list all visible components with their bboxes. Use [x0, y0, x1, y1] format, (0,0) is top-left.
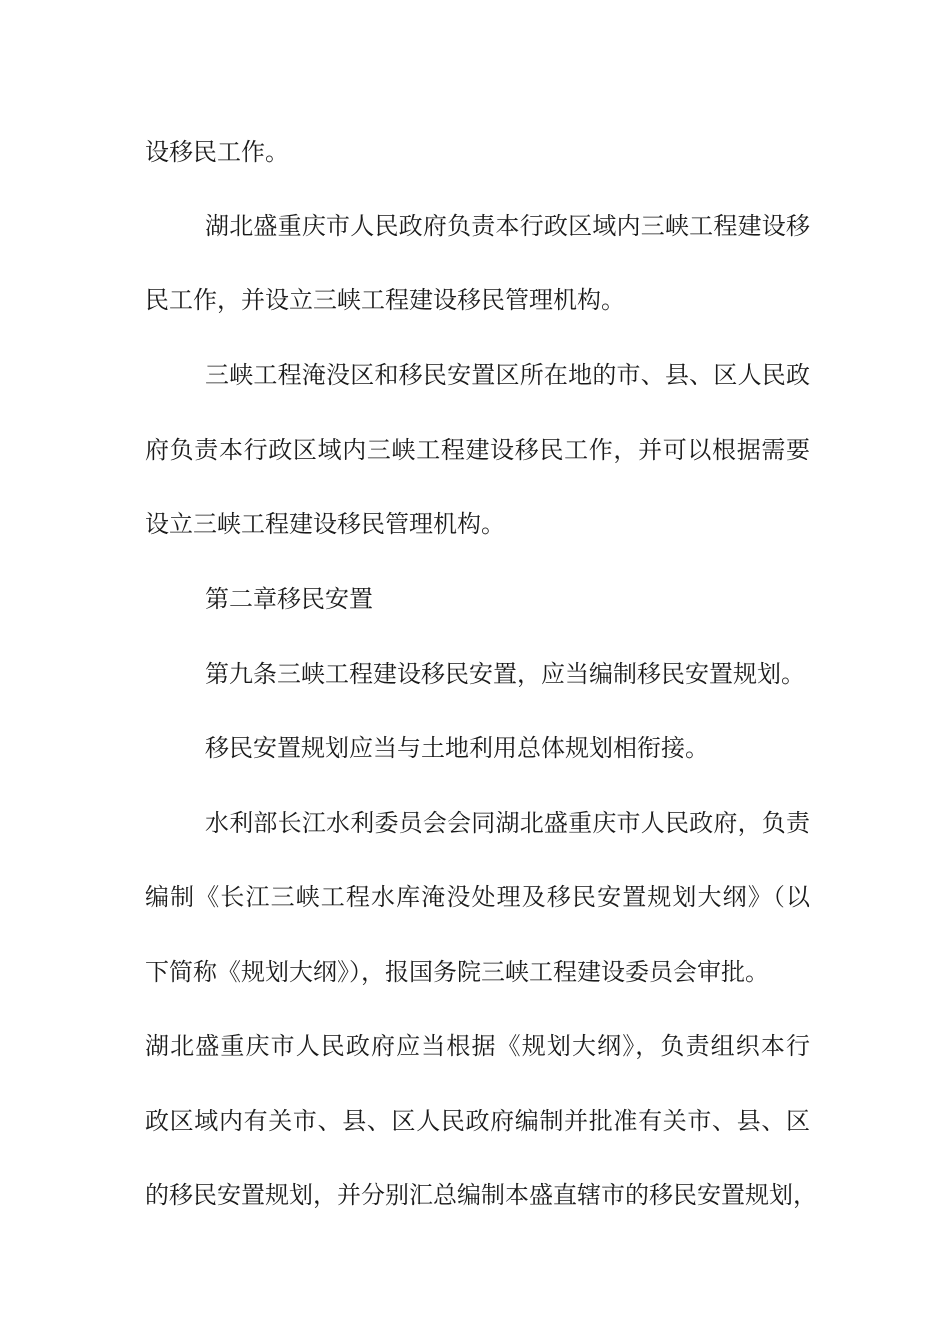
text-line: 水利部长江水利委员会会同湖北盛重庆市人民政府，负责	[205, 809, 810, 837]
text-line: 下简称《规划大纲》），报国务院三峡工程建设委员会审批。	[145, 958, 769, 986]
text-line: 三峡工程淹没区和移民安置区所在地的市、县、区人民政	[205, 361, 810, 389]
text-line: 编制《长江三峡工程水库淹没处理及移民安置规划大纲》（以	[145, 883, 810, 911]
text-line: 政区域内有关市、县、区人民政府编制并批准有关市、县、区	[145, 1107, 810, 1135]
text-line: 第九条三峡工程建设移民安置，应当编制移民安置规划。	[205, 660, 805, 688]
text-line: 府负责本行政区域内三峡工程建设移民工作，并可以根据需要	[145, 436, 810, 464]
text-line: 设移民工作。	[145, 138, 289, 166]
chapter-heading: 第二章移民安置	[205, 585, 373, 613]
text-line: 移民安置规划应当与土地利用总体规划相衔接。	[205, 734, 709, 762]
text-line: 的移民安置规划，并分别汇总编制本盛直辖市的移民安置规划，	[145, 1181, 817, 1209]
text-line: 湖北盛重庆市人民政府应当根据《规划大纲》，负责组织本行	[145, 1032, 810, 1060]
text-line: 湖北盛重庆市人民政府负责本行政区域内三峡工程建设移	[205, 212, 810, 240]
text-line: 民工作，并设立三峡工程建设移民管理机构。	[145, 286, 625, 314]
text-line: 设立三峡工程建设移民管理机构。	[145, 510, 505, 538]
